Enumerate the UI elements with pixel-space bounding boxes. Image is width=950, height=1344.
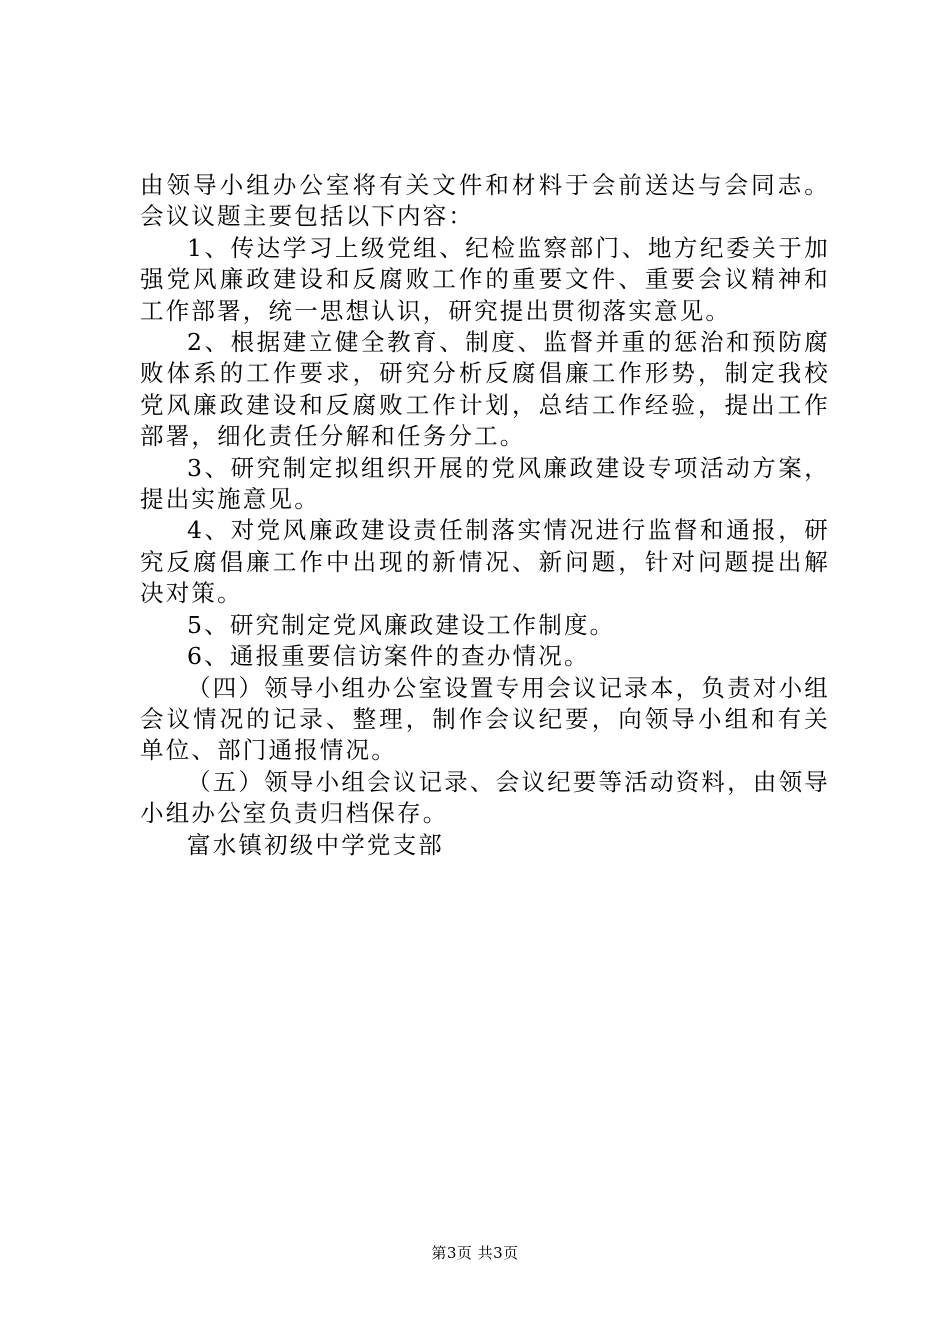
paragraph-item-1: 1、传达学习上级党组、纪检监察部门、地方纪委关于加强党风廉政建设和反腐败工作的重要文件、重要会议精神和工作部署，统一思想认识，研究提出贯彻落实意见。 <box>140 233 830 325</box>
signature-organization: 富水镇初级中学党支部 <box>187 830 444 859</box>
paragraph-item-3: 3、研究制定拟组织开展的党风廉政建设专项活动方案，提出实施意见。 <box>140 453 830 514</box>
paragraph-section-4: （四）领导小组办公室设置专用会议记录本，负责对小组会议情况的记录、整理，制作会议纪要，向领导小组和有关单位、部门通报情况。 <box>140 673 830 765</box>
document-body <box>140 170 830 861</box>
paragraph-intro: 由领导小组办公室将有关文件和材料于会前送达与会同志。会议议题主要包括以下内容： <box>140 171 830 231</box>
paragraph-item-6: 6、通报重要信访案件的查办情况。 <box>187 642 590 671</box>
page-number-footer: 第3页 共3页 <box>431 1244 519 1262</box>
paragraph-item-4: 4、对党风廉政建设责任制落实情况进行监督和通报，研究反腐倡廉工作中出现的新情况、新问题，针对问题提出解决对策。 <box>140 516 830 608</box>
paragraph-section-5: （五）领导小组会议记录、会议纪要等活动资料，由领导小组办公室负责归档保存。 <box>140 767 830 828</box>
paragraph-item-2: 2、根据建立健全教育、制度、监督并重的惩治和预防腐败体系的工作要求，研究分析反腐倡廉工作形势，制定我校党风廉政建设和反腐败工作计划，总结工作经验，提出工作部署，细化责任分解和任务分工。 <box>140 328 830 451</box>
paragraph-item-5: 5、研究制定党风廉政建设工作制度。 <box>187 610 616 639</box>
